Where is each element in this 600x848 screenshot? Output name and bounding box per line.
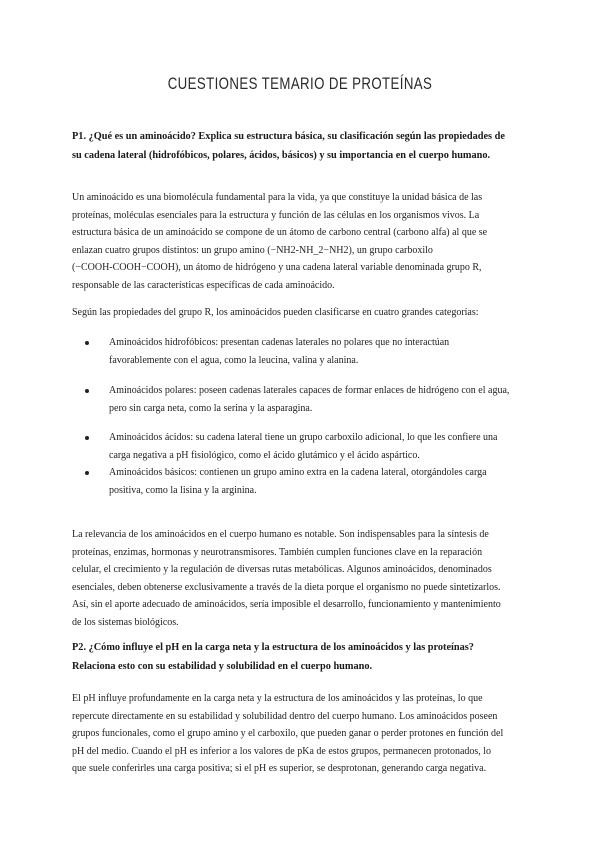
- text-line: proteínas, enzimas, hormonas y neurotransmisores. También cumplen funciones clave en la reparación: [72, 546, 483, 558]
- text-line: enlazan cuatro grupos distintos: un grupo amino (−NH2-NH_2−NH2), un grupo carboxilo: [72, 244, 433, 256]
- text-line: repercute directamente en su estabilidad y solubilidad dentro del cuerpo humano. Los aminoácidos poseen: [72, 710, 498, 722]
- text-line: La relevancia de los aminoácidos en el cuerpo humano es notable. Son indispensables para la síntesis de: [72, 529, 489, 540]
- text-line: (−COOH-COOH−COOH), un átomo de hidrógeno y una cadena lateral variable denominada grupo R,: [72, 262, 482, 273]
- paragraph-relevance: [72, 526, 501, 631]
- text-line: de los sistemas biológicos.: [72, 616, 179, 628]
- text-line: responsable de las características específicas de cada aminoácido.: [72, 279, 335, 291]
- bullet-dot-icon: [85, 389, 89, 393]
- document-title: CUESTIONES TEMARIO DE PROTEÍNAS: [167, 74, 433, 93]
- bullet-text-line: Aminoácidos hidrofóbicos: presentan cadenas laterales no polares que no interactúan: [109, 337, 450, 348]
- text-line: grupos funcionales, como el grupo amino y el carboxilo, que pueden ganar o perder protones en función del: [72, 728, 504, 739]
- text-line: Así, sin el aporte adecuado de aminoácidos, sería imposible el desarrollo, funcionamiento y mantenimiento: [72, 599, 501, 610]
- bullet-acidic: [89, 429, 497, 464]
- text-line: pH del medio. Cuando el pH es inferior a los valores de pKa de estos grupos, permanecen protonados, lo: [72, 745, 492, 757]
- text-line: El pH influye profundamente en la carga neta y la estructura de los aminoácidos y las proteínas, lo que: [72, 693, 483, 704]
- text-line: P1. ¿Qué es un aminoácido? Explica su estructura básica, su clasificación según las propiedades de: [72, 131, 505, 142]
- text-line: Según las propiedades del grupo R, los aminoácidos pueden clasificarse en cuatro grandes categorías:: [72, 307, 479, 318]
- bullet-dot-icon: [85, 471, 89, 475]
- text-line: su cadena lateral (hidrofóbicos, polares, ácidos, básicos) y su importancia en el cuerpo humano.: [72, 150, 491, 161]
- paragraph-amino-acid-definition: [72, 189, 487, 294]
- bullet-text-line: carga negativa a pH fisiológico, como el ácido glutámico y el ácido aspártico.: [109, 449, 420, 461]
- bullet-text-line: Aminoácidos básicos: contienen un grupo amino extra en la cadena lateral, otorgándoles carga: [109, 467, 487, 478]
- paragraph-ph-influence: [72, 690, 503, 778]
- bullet-polar: [89, 382, 509, 417]
- bullet-basic: [89, 464, 487, 499]
- bullet-dot-icon: [85, 341, 89, 345]
- text-line: Un aminoácido es una biomolécula fundamental para la vida, ya que constituye la unidad básica de las: [72, 192, 483, 203]
- text-line: P2. ¿Cómo influye el pH en la carga neta y la estructura de los aminoácidos y las proteínas?: [72, 642, 474, 653]
- bullet-text-line: positiva, como la lisina y la arginina.: [109, 484, 257, 496]
- question-2-heading: [72, 638, 474, 676]
- paragraph-classification-intro: [72, 304, 479, 322]
- text-line: estructura básica de un aminoácido se compone de un átomo de carbono central (carbono alfa) al que se: [72, 227, 488, 238]
- bullet-hydrophobic: [89, 334, 449, 369]
- bullet-text-line: pero sin carga neta, como la serina y la asparagina.: [109, 402, 313, 414]
- text-line: esenciales, deben obtenerse exclusivamente a través de la dieta porque el organismo no puede sintetizarlos.: [72, 581, 501, 593]
- bullet-text-line: Aminoácidos ácidos: su cadena lateral tiene un grupo carboxilo adicional, lo que les confiere una: [109, 432, 498, 443]
- bullet-text-line: Aminoácidos polares: poseen cadenas laterales capaces de formar enlaces de hidrógeno con el agua,: [109, 385, 510, 396]
- text-line: Relaciona esto con su estabilidad y solubilidad en el cuerpo humano.: [72, 661, 373, 672]
- bullet-dot-icon: [85, 436, 89, 440]
- text-line: celular, el crecimiento y la regulación de diversas rutas metabólicas. Algunos aminoácidos, denominados: [72, 564, 492, 575]
- bullet-text-line: favorablemente con el agua, como la leucina, valina y alanina.: [109, 354, 359, 366]
- question-1-heading: [72, 127, 505, 165]
- text-line: proteínas, moléculas esenciales para la estructura y función de las células en los organismos vivos. La: [72, 209, 480, 221]
- text-line: que suele conferirles una carga positiva; si el pH es superior, se desprotonan, generando carga negativa.: [72, 763, 487, 774]
